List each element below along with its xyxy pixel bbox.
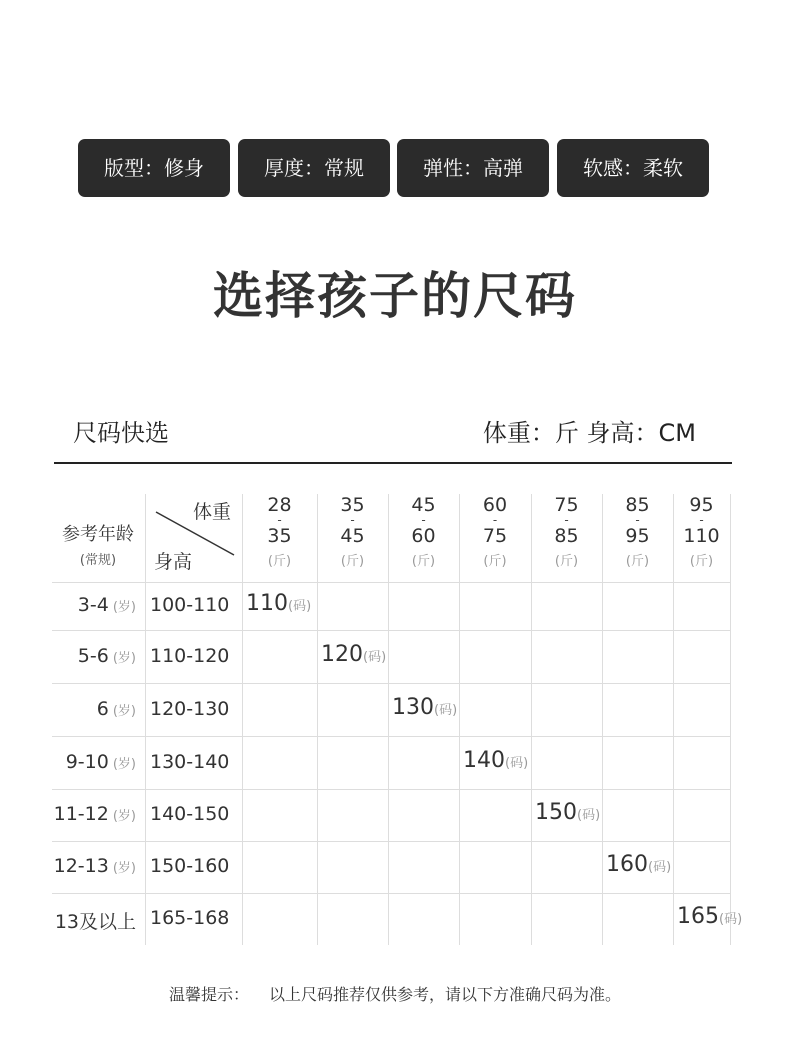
age-value: 3-4 xyxy=(77,594,109,616)
weight-from: 28 xyxy=(267,494,292,516)
weight-column-header xyxy=(317,494,388,569)
weight-to: 60 xyxy=(411,525,436,547)
size-value: 165 xyxy=(677,904,719,929)
age-value: 6 xyxy=(96,697,109,720)
tag-softness: 软感：柔软 xyxy=(557,139,709,197)
weight-to: 85 xyxy=(554,525,579,547)
recommended-size xyxy=(246,591,311,616)
weight-unit: (斤) xyxy=(340,554,365,569)
weight-range-dash: - xyxy=(277,513,282,527)
age-header-sub: (常规) xyxy=(79,553,117,568)
row-height-range: 100-110 xyxy=(150,594,230,616)
grid-hline xyxy=(52,736,730,737)
weight-from: 75 xyxy=(554,494,579,516)
weight-column-header xyxy=(673,494,730,569)
row-height-range: 130-140 xyxy=(150,750,230,773)
row-height-range: 140-150 xyxy=(150,803,230,825)
footer-label: 温馨提示： xyxy=(168,985,249,1004)
age-unit: (岁) xyxy=(112,600,136,615)
weight-column-header xyxy=(388,494,459,569)
diagonal-header-cell xyxy=(146,494,242,582)
weight-from: 85 xyxy=(625,494,650,516)
quick-select-label: 尺码快选 xyxy=(73,419,169,447)
weight-column-header xyxy=(531,494,602,569)
grid-hline xyxy=(52,841,730,842)
grid-vline xyxy=(730,494,731,945)
size-unit: (码) xyxy=(577,808,601,823)
size-value: 140 xyxy=(463,747,505,773)
tag-thickness: 厚度：常规 xyxy=(238,139,390,197)
weight-from: 45 xyxy=(411,494,436,516)
size-unit: (码) xyxy=(648,860,672,875)
page-title: 选择孩子的尺码 xyxy=(213,267,577,325)
age-value: 5-6 xyxy=(77,644,109,667)
weight-unit: (斤) xyxy=(554,554,579,569)
age-header-label: 参考年龄 xyxy=(62,524,134,545)
weight-to: 75 xyxy=(482,525,508,547)
row-height-range: 110-120 xyxy=(150,644,230,667)
age-column-header xyxy=(52,520,144,568)
age-unit: (岁) xyxy=(112,756,136,772)
weight-range-dash: - xyxy=(699,513,704,527)
row-age xyxy=(44,803,136,825)
row-height-range: 150-160 xyxy=(150,855,230,877)
size-unit: (码) xyxy=(505,755,529,771)
weight-column-header xyxy=(602,494,673,569)
grid-hline xyxy=(52,582,730,583)
size-unit: (码) xyxy=(434,702,458,718)
weight-range-dash: - xyxy=(564,513,569,527)
row-age xyxy=(44,698,136,720)
row-age xyxy=(44,855,136,877)
size-value: 110 xyxy=(246,591,288,616)
age-value: 13及以上 xyxy=(54,911,136,933)
weight-to: 35 xyxy=(267,525,292,547)
recommended-size xyxy=(677,904,742,929)
recommended-size xyxy=(535,800,600,825)
recommended-size xyxy=(606,852,671,877)
grid-hline xyxy=(52,683,730,684)
size-value: 150 xyxy=(535,800,577,825)
recommended-size xyxy=(463,748,528,773)
weight-to: 110 xyxy=(683,525,720,547)
row-height-range: 120-130 xyxy=(150,697,230,720)
grid-hline xyxy=(52,893,730,894)
weight-to: 45 xyxy=(340,525,365,547)
units-note: 体重：斤 身高：CM xyxy=(482,419,696,447)
size-value: 160 xyxy=(606,852,648,877)
weight-unit: (斤) xyxy=(267,554,292,569)
row-height-range: 165-168 xyxy=(150,907,230,929)
age-unit: (岁) xyxy=(112,861,136,876)
age-value: 9-10 xyxy=(65,750,109,773)
size-unit: (码) xyxy=(288,599,312,614)
age-unit: (岁) xyxy=(112,809,136,824)
weight-range-dash: - xyxy=(635,513,640,527)
row-age xyxy=(44,645,136,667)
row-age xyxy=(44,594,136,616)
size-unit: (码) xyxy=(719,912,743,927)
weight-from: 60 xyxy=(482,494,508,516)
weight-unit: (斤) xyxy=(689,554,714,569)
weight-unit: (斤) xyxy=(625,554,650,569)
weight-range-dash: - xyxy=(492,513,498,527)
weight-from: 35 xyxy=(340,494,365,516)
size-unit: (码) xyxy=(363,649,387,665)
age-unit: (岁) xyxy=(112,650,136,666)
footer-text: 以上尺码推荐仅供参考，请以下方准确尺码为准。 xyxy=(269,985,622,1004)
weight-column-header xyxy=(459,494,531,569)
tag-elasticity: 弹性：高弹 xyxy=(397,139,549,197)
grid-vline xyxy=(145,494,146,945)
age-value: 12-13 xyxy=(53,855,109,877)
weight-range-dash: - xyxy=(421,513,426,527)
age-value: 11-12 xyxy=(53,803,109,825)
tag-fit: 版型：修身 xyxy=(78,139,230,197)
grid-hline xyxy=(52,789,730,790)
weight-unit: (斤) xyxy=(483,554,507,569)
diag-height-label: 身高 xyxy=(154,551,193,573)
weight-range-dash: - xyxy=(350,513,355,527)
weight-column-header xyxy=(242,494,317,569)
weight-to: 95 xyxy=(625,525,650,547)
row-age xyxy=(44,751,136,773)
recommended-size xyxy=(392,695,457,720)
size-value: 120 xyxy=(321,641,363,667)
weight-from: 95 xyxy=(689,494,714,516)
diag-weight-label: 体重 xyxy=(193,501,232,523)
footer-note xyxy=(0,982,790,1005)
age-unit: (岁) xyxy=(112,703,136,719)
weight-unit: (斤) xyxy=(411,554,436,569)
recommended-size xyxy=(321,642,386,667)
row-age xyxy=(44,907,136,934)
size-value: 130 xyxy=(392,694,434,720)
grid-hline xyxy=(52,630,730,631)
